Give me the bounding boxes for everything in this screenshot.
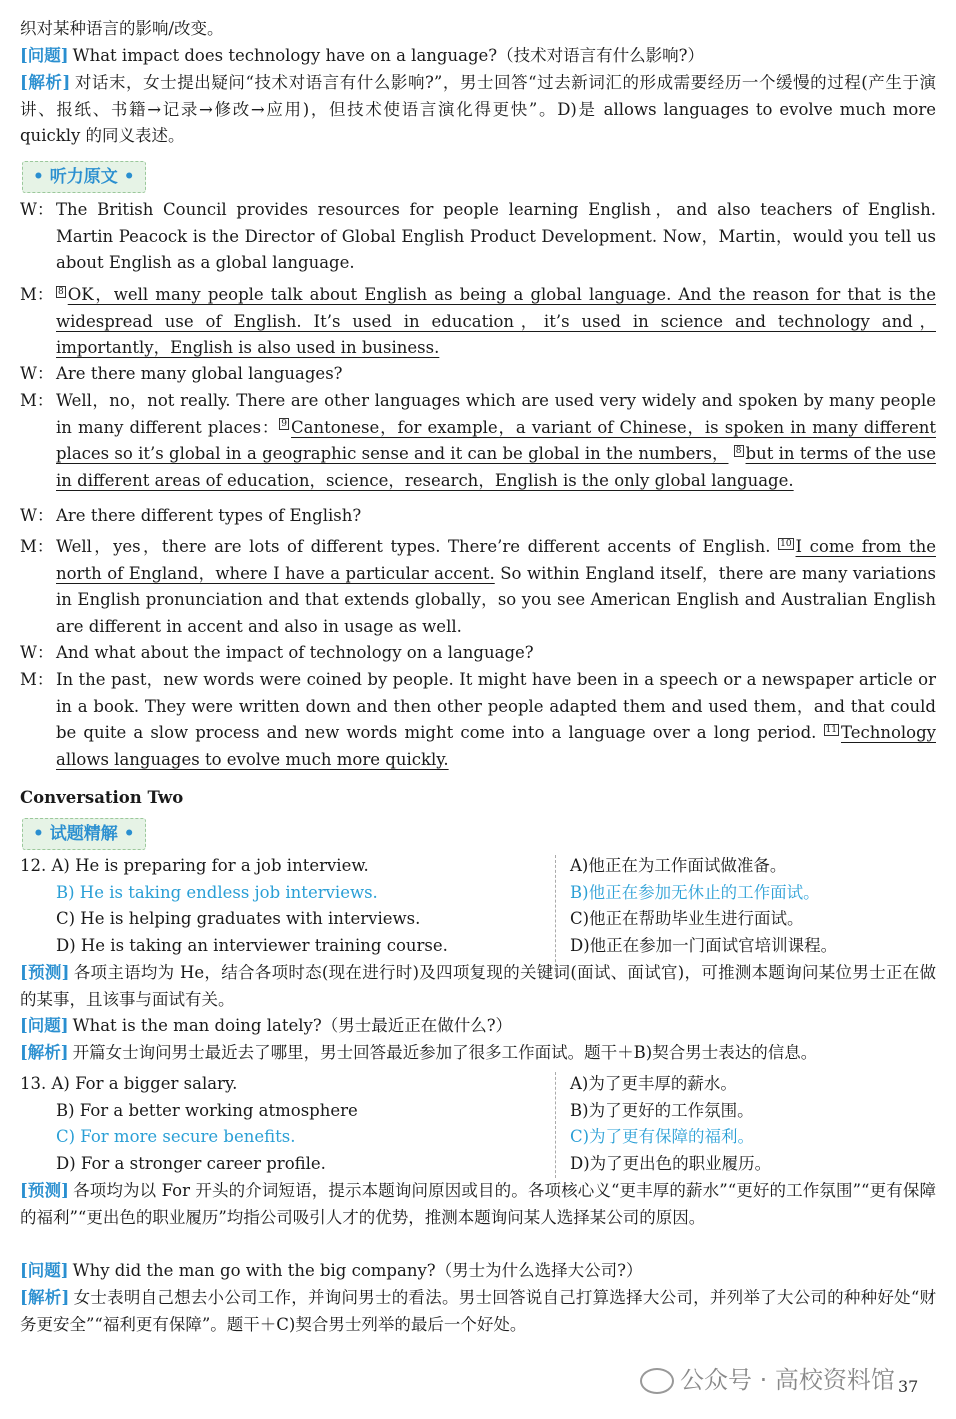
dialogue-line — [20, 282, 936, 362]
underlined-key-sentence: Technology allows languages to evolve much more quickly. — [56, 723, 936, 769]
option-cn: D)为了更出色的职业履历。 — [570, 1154, 772, 1174]
predict-tag: [预测] — [20, 1181, 69, 1200]
underlined-key-sentence: but in terms of the use in different areas of education，science，research，English is the only global language. — [56, 444, 937, 490]
dialogue-line — [20, 197, 936, 277]
underlined-key-sentence: OK，well many people talk about English as being a global language. And the reason for that is the widespread use of English. It’s used in education，it’s used in science and technology and，importantly，English is also used in business. — [56, 285, 936, 357]
dialogue-line — [20, 534, 936, 640]
question-number-marker: 11 — [825, 724, 837, 735]
dialogue-line — [20, 388, 936, 494]
dialogue-line — [20, 503, 936, 530]
question-tag: [问题] — [20, 46, 69, 65]
dialogue-segment: Well，yes，there are lots of different types. There’re different accents of English. — [56, 537, 779, 556]
q12-predict-text: 各项主语均为 He，结合各项时态(现在进行时)及四项复现的关键词(面试、面试官)，可推测本题询问某位男士正在做的某事，且该事与面试有关。 — [20, 963, 936, 1009]
q11-question — [20, 43, 936, 70]
question-number-marker: 8 — [58, 286, 64, 297]
dialogue-segment: Are there different types of English? — [56, 506, 362, 525]
dialogue-segment: Well，no，not really. There are other languages which are used very widely and spoken by many people in many different places： — [56, 391, 936, 437]
dialogue-text — [56, 197, 936, 277]
option-en: 12. A) He is preparing for a job interview. — [20, 856, 369, 875]
predict-tag: [预测] — [20, 963, 70, 982]
underlined-key-sentence: I come from the north of England，where I have a particular accent. — [56, 537, 936, 583]
dialogue-text — [56, 667, 936, 773]
speaker-label: W： — [20, 364, 54, 383]
dialogue-text — [56, 282, 936, 362]
dialogue-text — [56, 640, 936, 667]
dialogue-line — [20, 667, 936, 773]
speaker-label: M： — [20, 537, 54, 556]
option-en: 13. A) For a bigger salary. — [20, 1074, 238, 1093]
option-cn: A)他正在为工作面试做准备。 — [570, 856, 787, 875]
option-en: B) He is taking endless job interviews. — [56, 882, 378, 902]
speaker-label: M： — [20, 285, 54, 304]
option-cn: A)为了更丰厚的薪水。 — [570, 1074, 737, 1093]
column-divider — [555, 1072, 556, 1178]
q13-predict-text: 各项均为以 For 开头的介词短语，提示本题询问原因或目的。各项核心义“更丰厚的薪水”“更好的工作氛围”“更有保障的福利”“更出色的职业履历”均指公司吸引人才的优势，推测本题询问某人选择某公司的原因。 — [20, 1181, 936, 1227]
section-listening-transcript: • 听力原文 • — [22, 161, 146, 193]
option-en: D) He is taking an interviewer training course. — [56, 936, 448, 956]
question-number-marker: 10 — [780, 538, 792, 549]
option-en: C) For more secure benefits. — [56, 1127, 296, 1147]
option-cn: B)为了更好的工作氛围。 — [570, 1100, 754, 1120]
dialogue-line — [20, 640, 936, 667]
dialogue-segment: So within England itself，there are many variations in English pronunciation and that extends globally，so you see American English and Australian English are different in accent and also in usage as well. — [56, 563, 937, 636]
speaker-label: M： — [20, 670, 54, 689]
q12-question — [20, 1013, 936, 1040]
option-cn: B)他正在参加无休止的工作面试。 — [570, 882, 820, 902]
analysis-tag: [解析] — [20, 1043, 69, 1062]
question-number-marker: 8 — [735, 445, 742, 456]
option-cn: C)为了更有保障的福利。 — [570, 1127, 755, 1147]
dialogue-segment: The British Council provides resources for people learning English，and also teachers of English. Martin Peacock is the Director of Global English Product Development. Now，Martin，would you tell us about English as a global language. — [56, 200, 936, 272]
speaker-label: W： — [20, 506, 54, 525]
dialogue-segment: In the past，new words were coined by people. It might have been in a speech or a newspaper article or in a book. They were written down and then other people adapted them and used them，and that could be quite a slow process and new words might come into a language over a long period. — [56, 670, 936, 742]
page-number: 37 — [898, 1377, 919, 1396]
question-tag: [问题] — [20, 1261, 69, 1280]
option-en: B) For a better working atmosphere — [56, 1100, 358, 1120]
dialogue-segment: And what about the impact of technology on a language? — [56, 643, 534, 662]
speaker-label: M： — [20, 391, 54, 410]
q12-question-text: What is the man doing lately?（男士最近正在做什么?） — [72, 1016, 513, 1035]
dialogue-text — [56, 361, 936, 388]
q11-analysis — [20, 70, 936, 150]
q13-analysis — [20, 1285, 936, 1338]
underlined-key-sentence: Cantonese，for example，a variant of Chinese，is spoken in many different places so it’s global in a geographic sense and it can be global in the numbers， — [56, 417, 936, 463]
top-line: 织对某种语言的影响/改变。 — [20, 19, 224, 38]
dialogue-line — [20, 361, 936, 388]
column-divider — [555, 855, 556, 977]
question-tag: [问题] — [20, 1016, 69, 1035]
q13-question — [20, 1258, 936, 1285]
q12-analysis — [20, 1040, 936, 1067]
q13-predict — [20, 1178, 936, 1231]
dialogue-text — [56, 503, 936, 530]
q11-analysis-text: 对话末，女士提出疑问“技术对语言有什么影响?”，男士回答“过去新词汇的形成需要经历一个缓慢的过程(产生于演讲、报纸、书籍→记录→修改→应用)，但技术使语言演化得更快”。D)是 allows languages to evolve much more quickly 的同义表述。 — [20, 73, 936, 145]
q12-analysis-text: 开篇女士询问男士最近去了哪里，男士回答最近参加了很多工作面试。题干＋B)契合男士表达的信息。 — [72, 1043, 818, 1062]
option-cn: D)他正在参加一门面试官培训课程。 — [570, 936, 838, 956]
q13-analysis-text: 女士表明自己想去小公司工作，并询问男士的看法。男士回答说自己打算选择大公司，并列举了大公司的种种好处“财务更安全”“福利更有保障”。题干＋C)契合男士列举的最后一个好处。 — [20, 1288, 936, 1334]
dialogue-text — [56, 534, 936, 640]
analysis-tag: [解析] — [20, 1288, 70, 1307]
speaker-label: W： — [20, 200, 54, 219]
conversation-two-heading: Conversation Two — [20, 788, 184, 807]
option-en: C) He is helping graduates with interviews. — [56, 909, 421, 929]
q12-predict — [20, 960, 936, 1013]
q13-question-text: Why did the man go with the big company?（男士为什么选择大公司?） — [72, 1261, 643, 1280]
question-number-marker: 9 — [281, 419, 287, 429]
section-question-analysis: • 试题精解 • — [22, 818, 146, 850]
speaker-label: W： — [20, 643, 54, 662]
analysis-tag: [解析] — [20, 73, 71, 92]
q11-question-text: What impact does technology have on a language?（技术对语言有什么影响?） — [72, 46, 704, 65]
dialogue-segment: Are there many global languages? — [56, 364, 343, 383]
watermark-text: 公众号 · 高校资料馆 — [680, 1366, 895, 1394]
option-en: D) For a stronger career profile. — [56, 1154, 326, 1174]
watermark — [640, 1360, 895, 1395]
dialogue-text — [56, 388, 936, 494]
option-cn: C)他正在帮助毕业生进行面试。 — [570, 909, 804, 929]
wechat-icon — [640, 1368, 674, 1394]
